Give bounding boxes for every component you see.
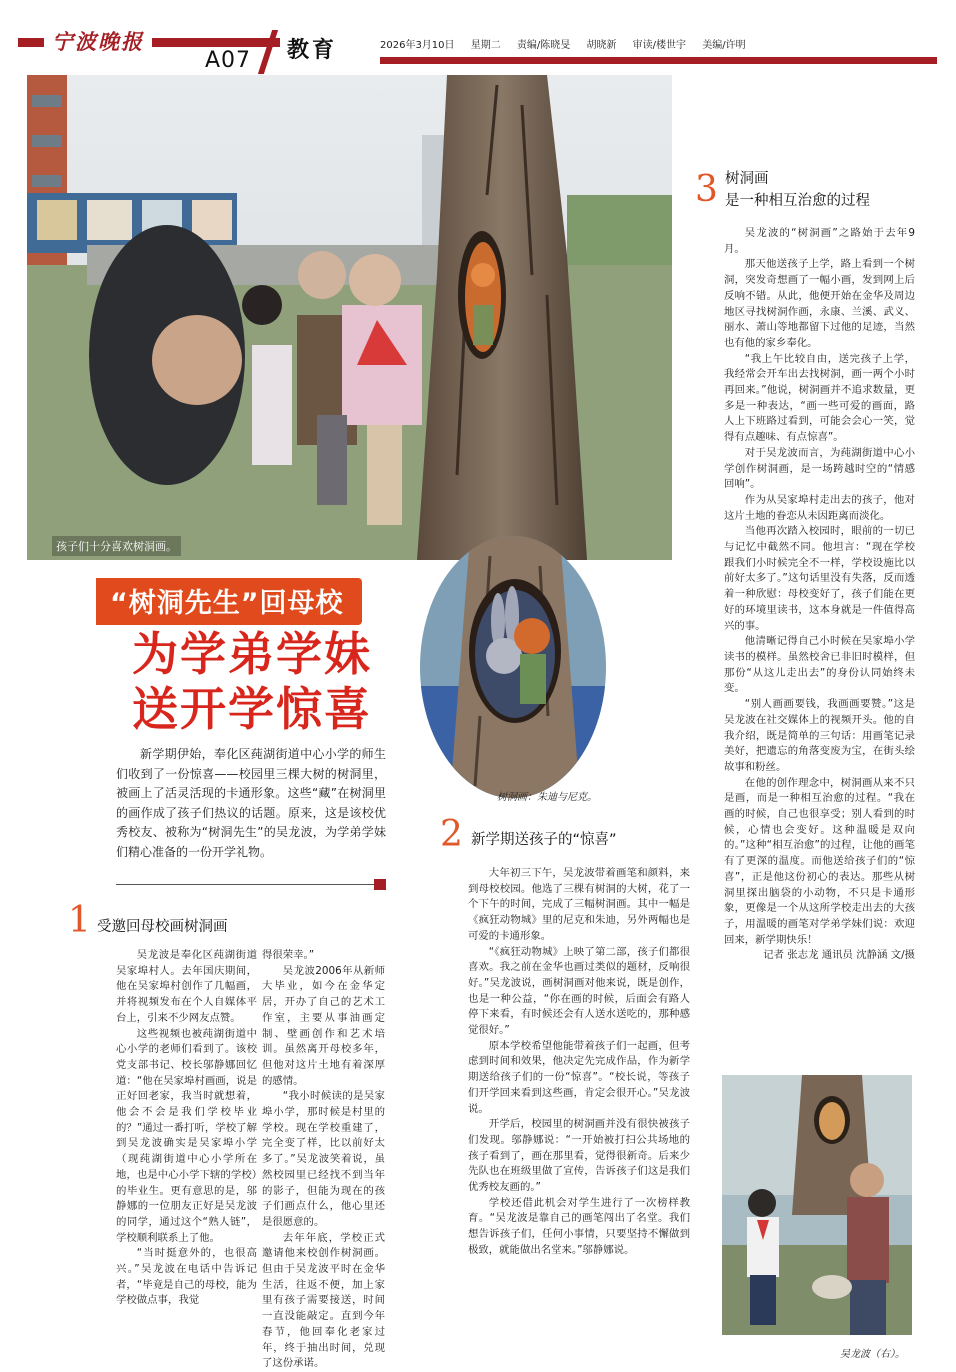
- page-number: A07: [205, 48, 252, 73]
- header-rule: [380, 57, 937, 64]
- section-3-paragraph: 当他再次踏入校园时，眼前的一切已与记忆中截然不同。他坦言：“现在学校跟我们小时候完全不一样，学校设施比以前好太多了。”这句话里没有失落，反而透着一种欣慰：母校变好了，孩子们能在更好的环境里读书，这本身就是一件值得高兴的事。: [724, 525, 915, 632]
- bottom-photo-caption: 吴龙波（右）。: [840, 1349, 905, 1360]
- section-2-body: [468, 866, 690, 1259]
- section-2-paragraph: 大年初三下午，吴龙波带着画笔和颜料，来到母校校园。他选了三棵有树洞的大树，花了一个下午的时间，完成了三幅树洞画。其中一幅是《疯狂动物城》里的尼克和朱迪，另外两幅也是可爱的卡通形象。: [468, 867, 690, 942]
- headline-line-2: 送开学惊喜: [132, 682, 372, 736]
- section-1-paragraph: 去年年底，学校正式邀请他来校创作树洞画。但由于吴龙波平时在金华生活，往返不便，加上家里有孩子需要接送，时间一直没能敲定。直到今年春节，他回奉化老家过年，终于抽出时间，兑现了这份承诺。: [262, 1231, 385, 1370]
- section-3-paragraph: 他清晰记得自己小时候在吴家埠小学读书的模样。虽然校舍已非旧时模样，但那份“从这儿走出去”的身份认同始终未变。: [724, 635, 915, 695]
- section-1-title: 受邀回母校画树洞画: [97, 919, 228, 935]
- children-tree-illustration: [27, 75, 672, 560]
- section-3-title-line-2: 是一种相互治愈的过程: [725, 193, 870, 209]
- section-3-number: 3: [695, 169, 718, 210]
- section-1-paragraph: 吴龙波是奉化区莼湖街道吴家埠村人。去年国庆期间，他在吴家埠村创作了几幅画，并将视频发布在个人自媒体平台上，引来不少网友点赞。: [116, 949, 257, 1024]
- section-1-number: 1: [68, 900, 91, 941]
- newspaper-logo: 宁波晚报: [44, 30, 152, 54]
- section-3-paragraph: “别人画画要钱，我画画要赞。”这是吴龙波在社交媒体上的视频开头。他的自我介绍，既是简单的三句话：用画笔记录美好，把遗忘的角落变废为宝，在街头绘故事和粉丝。: [724, 698, 915, 773]
- headline-kicker: “树洞先生”回母校: [96, 578, 362, 625]
- section-3-body: [724, 226, 915, 964]
- section-3-paragraph: “我上午比较自由，送完孩子上学，我经常会开车出去找树洞，画一两个小时再回来。”他说，树洞画并不追求数量，更多是一种表达，“画一些可爱的画面，路人上下班路过看到，可能会会心一笑，觉得有点趣味、有点惊喜”。: [724, 352, 915, 444]
- weekday: 星期二: [470, 40, 501, 51]
- section-2-paragraph: “《疯狂动物城》上映了第二部，孩子们都很喜欢。我之前在金华也画过类似的题材，反响很好。”吴龙波说，画树洞画对他来说，既是创作，也是一种公益，“你在画的时候，后面会有路人停下来看，有时候还会有人送水送吃的，那种感觉很好。”: [468, 945, 690, 1037]
- section-1-paragraph: “当时挺意外的，也很高兴。”吴龙波在电话中告诉记者，“毕竟是自己的母校，能为学校做点事，我觉: [116, 1247, 257, 1307]
- art-editor: 美编/许明: [702, 40, 746, 51]
- section-3-title-line-1: 树洞画: [725, 171, 769, 187]
- artist-portrait-illustration: [722, 1075, 912, 1335]
- section-2-title: 新学期送孩子的“惊喜”: [471, 832, 617, 848]
- section-3-paragraph: 在他的创作理念中，树洞画从来不只是画，而是一种相互治愈的过程。“我在画的时候，自己也很享受；别人看到的时候，心情也会变好。这种温暖是双向的。”这种“相互治愈”的过程，让他的画笔有了更深的温度。而他送给孩子们的“惊喜”，正是他这份初心的表达。那些从树洞里探出脑袋的小动物，不只是卡通形象，更像是一个从这所学校走出去的大孩子，用温暖的画笔对学弟学妹们说：欢迎回来，新学期快乐！: [724, 776, 915, 946]
- section-1-paragraph: 得很荣幸。”: [262, 949, 315, 961]
- intro-divider: [116, 884, 376, 885]
- section-slash: [258, 30, 278, 74]
- section-2-paragraph: 开学后，校园里的树洞画并没有很快被孩子们发现。邬静娜说：“一开始被打扫公共场地的孩子看到了，画在那里看，觉得很新奇。后来少先队也在班级里做了宣传，告诉孩子们这是我们优秀校友画的。”: [468, 1118, 690, 1194]
- section-1-paragraph: 这些视频也被莼湖街道中心小学的老师们看到了。该校党支部书记、校长邬静娜回忆道：“他在吴家埠村画画，说是正好回老家，我当时就想着，他会不会是我们学校毕业的？”通过一番打听，学校了解到吴龙波确实是吴家埠小学（现莼湖街道中心小学所在地，也是中心小学下辖的学校）的毕业生。更有意思的是，邬静娜的一位朋友正好是吴龙波的同学，通过这个“熟人链”，学校顺利联系上了他。: [116, 1027, 257, 1244]
- section-3-paragraph: 吴龙波的“树洞画”之路始于去年9月。: [724, 227, 915, 255]
- top-photo-caption: 孩子们十分喜欢树洞画。: [52, 536, 181, 556]
- byline: 记者 张志龙 通讯员 沈静涵 文/摄: [763, 949, 915, 962]
- page-meta: [380, 36, 759, 51]
- circle-photo-caption: 树洞画：朱迪与尼克。: [497, 792, 597, 803]
- section-2-paragraph: 原本学校希望他能带着孩子们一起画，但考虑到时间和效果，他决定先完成作品，作为新学期送给孩子们的一份“惊喜”。“校长说，等孩子们开学回来看到这些画，肯定会很开心。”吴龙波说。: [468, 1039, 690, 1115]
- section-1-col-1: [116, 948, 257, 1309]
- section-1-col-2: [262, 948, 385, 1372]
- proofreader: 审读/楼世宇: [632, 40, 687, 51]
- intro-divider-square: [374, 879, 386, 890]
- designer: 胡晓新: [586, 40, 617, 51]
- date: 2026年3月10日: [380, 40, 455, 51]
- section-1-paragraph: 吴龙波2006年从新师大毕业，如今在金华定居，开办了自己的艺术工作室，主要从事油画定制、壁画创作和艺术培训。虽然离开母校多年，但他对这片土地有着深厚的感情。: [262, 964, 385, 1087]
- bottom-photo: [722, 1075, 912, 1335]
- top-photo: [27, 75, 672, 560]
- section-2-number: 2: [440, 814, 463, 855]
- section-1-paragraph: “我小时候读的是吴家埠小学，那时候是村里的学校。现在学校重建了，完全变了样，比以前好太多了。”吴龙波笑着说，虽然校园里已经找不到当年的影子，但能为现在的孩子们画点什么，他心里还是很愿意的。: [262, 1090, 385, 1228]
- section-3-paragraph: 那天他送孩子上学，路上看到一个树洞，突发奇想画了一幅小画，发到网上后反响不错。从此，他便开始在金华及周边地区寻找树洞作画，永康、兰溪、武义、丽水、萧山等地都留下过他的足迹，当然也有他的家乡奉化。: [724, 258, 915, 349]
- editor: 责编/陈晓旻: [516, 40, 571, 51]
- intro-paragraph: [116, 745, 386, 862]
- section-3-paragraph: 对于吴龙波而言，为莼湖街道中心小学创作树洞画，是一场跨越时空的“情感回响”。: [724, 446, 915, 491]
- section-3-paragraph: 作为从吴家埠村走出去的孩子，他对这片土地的眷恋从未因距离而淡化。: [724, 493, 915, 522]
- judy-nick-tree-illustration: [420, 536, 606, 798]
- section-2-paragraph: 学校还借此机会对学生进行了一次榜样教育。“吴龙波是靠自己的画笔闯出了名堂。我们想告诉孩子们，任何小事情，只要坚持不懈做到极致，就能做出名堂来。”邬静娜说。: [468, 1196, 690, 1256]
- intro-text: 新学期伊始，奉化区莼湖街道中心小学的师生们收到了一份惊喜——校园里三棵大树的树洞里，被画上了活灵活现的卡通形象。这些“藏”在树洞里的画作成了孩子们热议的话题。原来，这是该校优秀校友、被称为“树洞先生”的吴龙波，为学弟学妹们精心准备的一份开学礼物。: [116, 747, 386, 859]
- section-name: 教育: [287, 38, 338, 63]
- headline-line-1: 为学弟学妹: [132, 627, 372, 681]
- circle-photo: [420, 536, 606, 798]
